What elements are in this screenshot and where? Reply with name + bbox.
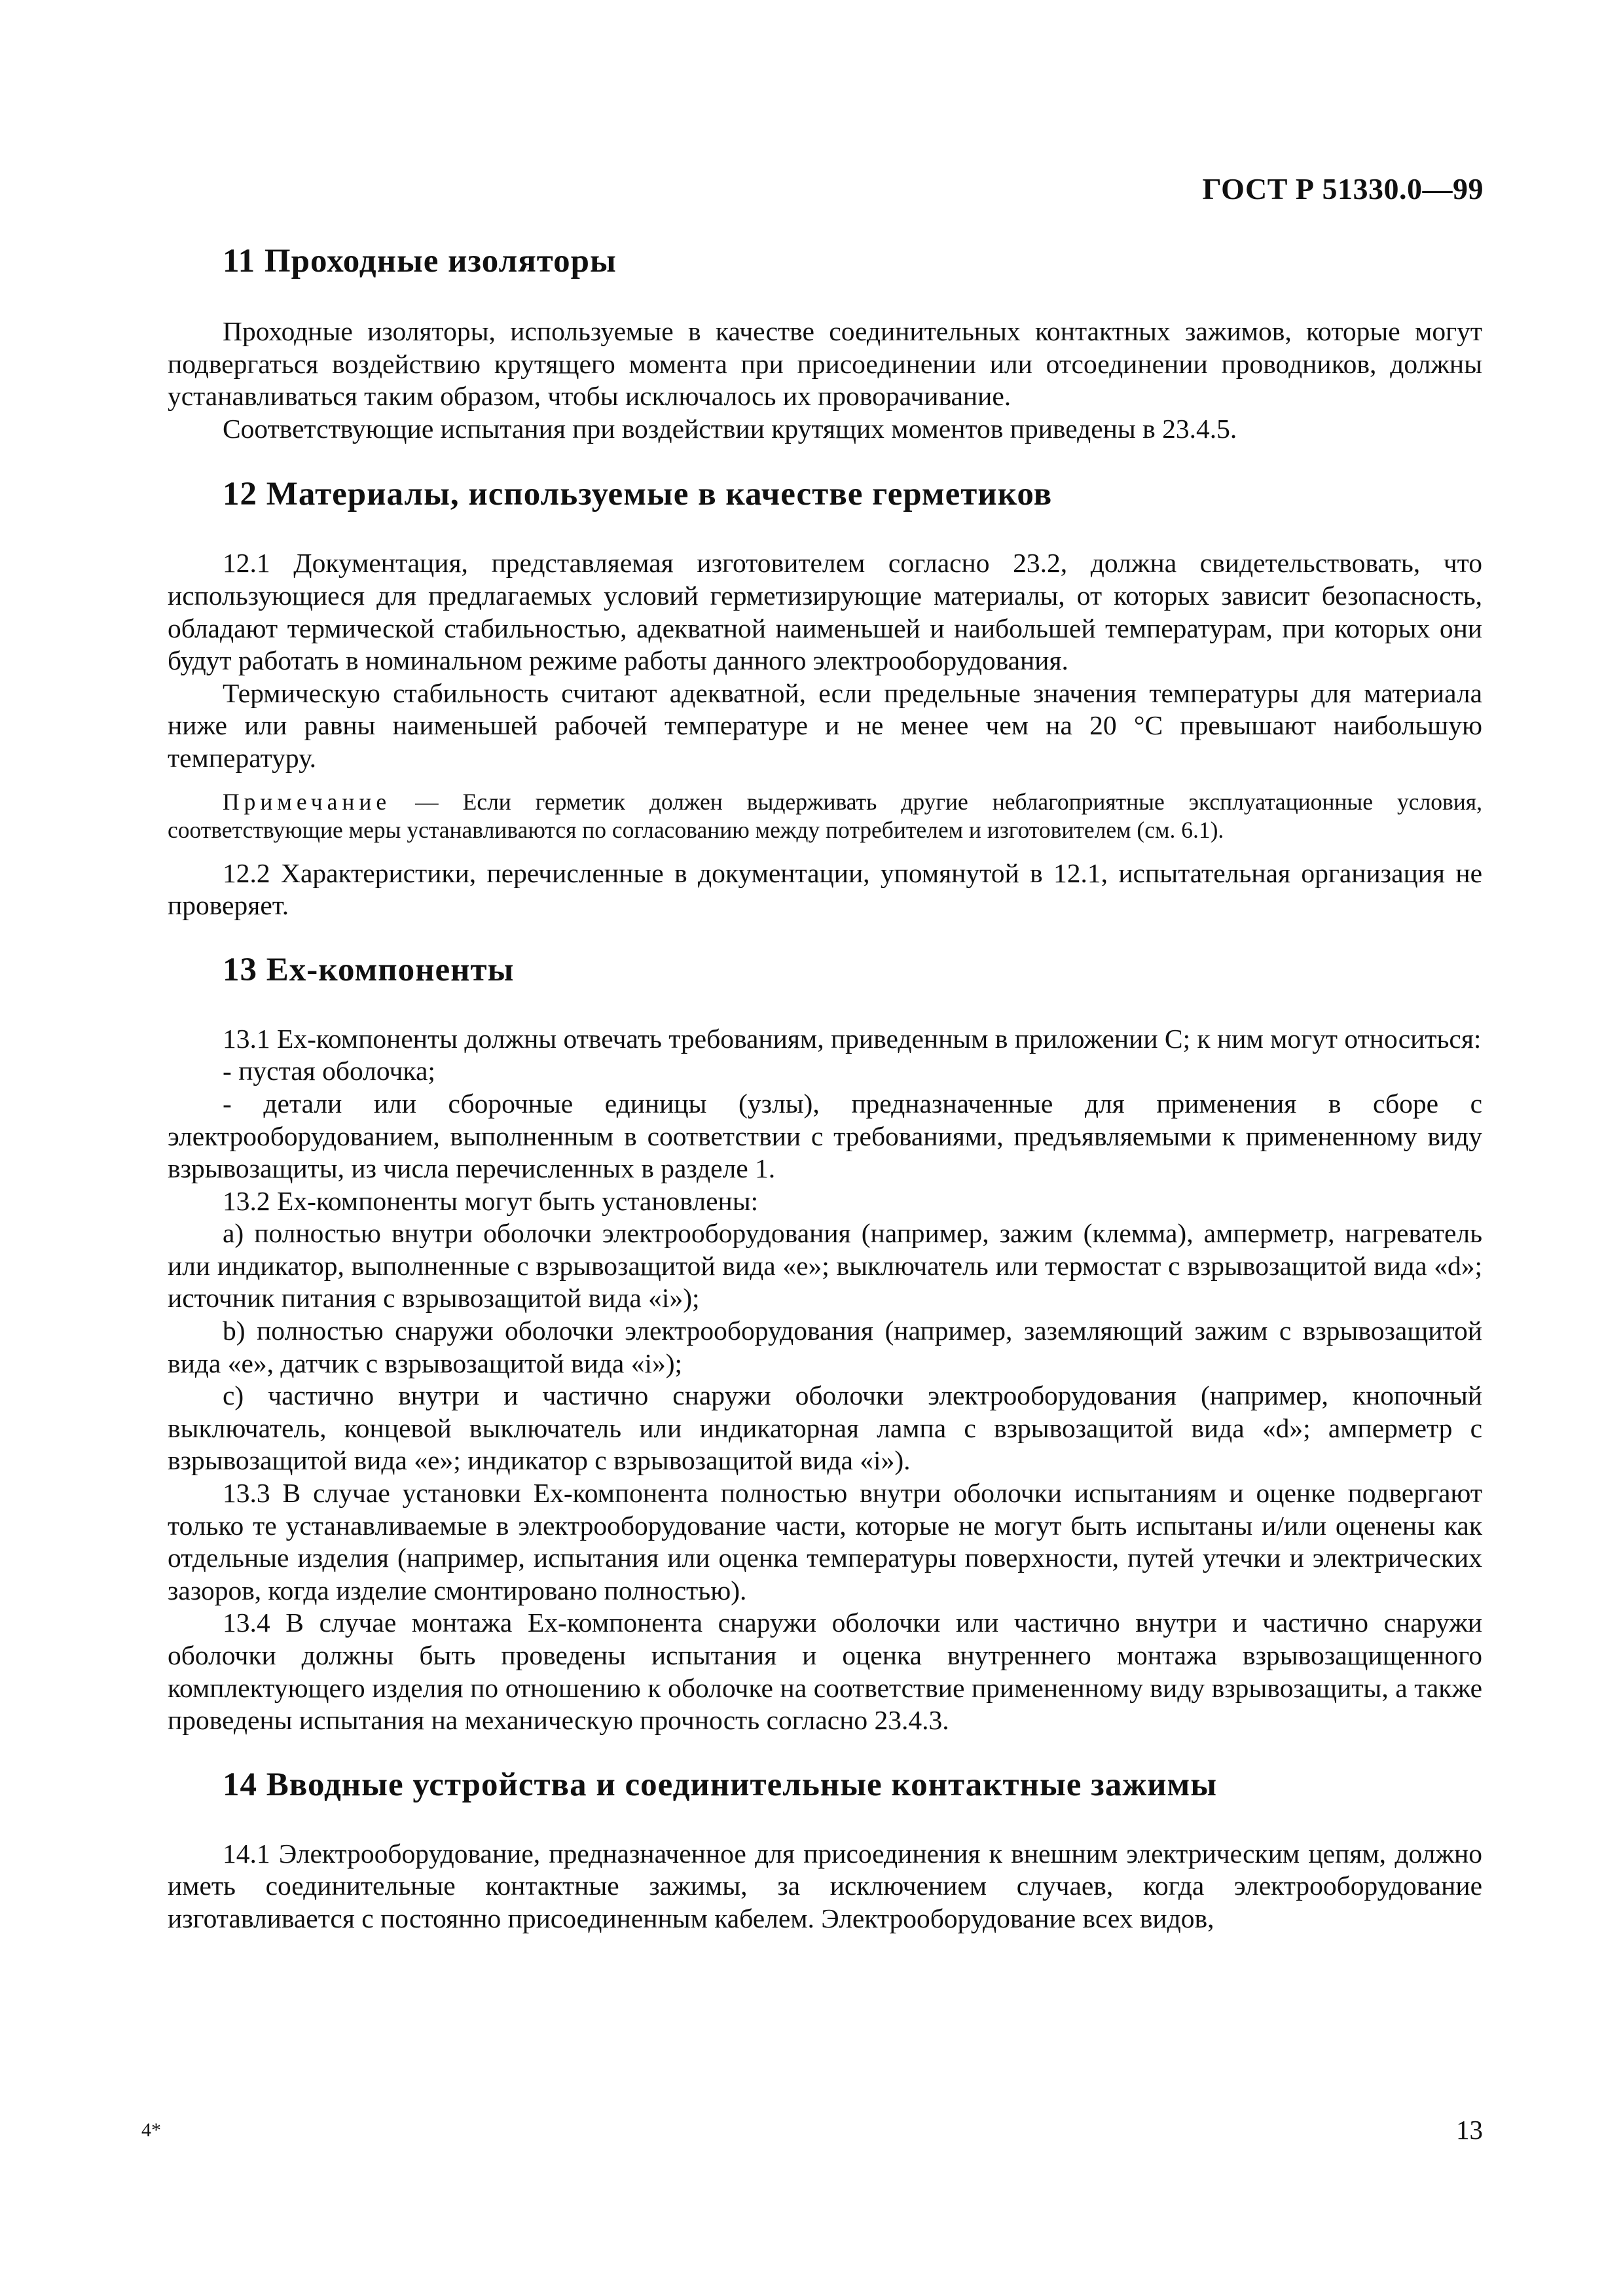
paragraph: 12.1 Документация, представляемая изготовителем согласно 23.2, должна свидетельствовать, что использующиеся для предлагаемых условий герметизирующие материалы, от которых зависит безопасность, обладают термической стабильностью, адекватной наименьшей и наибольшей температурам, при которых они будут работать в номинальном режиме работы данного электрооборудования. bbox=[168, 548, 1482, 676]
section-heading-12: 12 Материалы, используемые в качестве герметиков bbox=[223, 476, 1053, 513]
note bbox=[168, 788, 1482, 844]
page-content bbox=[168, 241, 1482, 1935]
paragraph: Термическую стабильность считают адекватной, если предельные значения температуры для материала ниже или равны наименьшей рабочей температуре и не менее чем на 20 °С превышают наибольшую температуру. bbox=[168, 677, 1482, 773]
paragraph: Соответствующие испытания при воздействии крутящих моментов приведены в 23.4.5. bbox=[223, 413, 1237, 444]
paragraph: 13.2 Ех-компоненты могут быть установлены: bbox=[223, 1185, 759, 1216]
note-text: — Если герметик должен выдерживать другие неблагоприятные эксплуатационные условия, соответствующие меры устанавливаются по согласованию между потребителем и изготовителем (см. 6.1). bbox=[168, 788, 1482, 843]
paragraph: 13.1 Ех-компоненты должны отвечать требованиям, приведенным в приложении С; к ним могут относиться: bbox=[223, 1023, 1482, 1054]
signature-mark: 4* bbox=[141, 2119, 161, 2141]
section-heading-14: 14 Вводные устройства и соединительные контактные зажимы bbox=[223, 1766, 1218, 1803]
document-code: ГОСТ Р 51330.0—99 bbox=[1202, 172, 1484, 206]
list-item: - детали или сборочные единицы (узлы), предназначенные для применения в сборе с электрооборудованием, выполненным в соответствии с требованиями, предъявляемыми к примененному виду взрывозащиты, из числа перечисленных в разделе 1. bbox=[168, 1088, 1482, 1184]
note-label: Примечание bbox=[223, 788, 392, 815]
page-number: 13 bbox=[1456, 2115, 1483, 2145]
section-heading-11: 11 Проходные изоляторы bbox=[223, 243, 617, 279]
paragraph: 13.3 В случае установки Ех-компонента полностью внутри оболочки испытаниям и оценке подвергают только те устанавливаемые в электрооборудование части, которые не могут быть испытаны и/или оценены как отдельные изделия (например, испытания или оценка температуры поверхности, путей утечки и электрических зазоров, когда изделие смонтировано полностью). bbox=[168, 1478, 1482, 1605]
paragraph: 13.4 В случае монтажа Ех-компонента снаружи оболочки или частично внутри и частично снаружи оболочки должны быть проведены испытания и оценка внутреннего монтажа взрывозащищенного комплектующего изделия по отношению к оболочке на соответствие примененному виду взрывозащиты, а также проведены испытания на механическую прочность согласно 23.4.3. bbox=[168, 1607, 1482, 1736]
paragraph: 12.2 Характеристики, перечисленные в документации, упомянутой в 12.1, испытательная организация не проверяет. bbox=[168, 857, 1482, 921]
paragraph: 14.1 Электрооборудование, предназначенное для присоединения к внешним электрическим цепям, должно иметь соединительные контактные зажимы, за исключением случаев, когда электрооборудование изготавливается с постоянно присоединенным кабелем. Электрооборудование всех видов, bbox=[168, 1838, 1482, 1933]
list-item: а) полностью внутри оболочки электрооборудования (например, зажим (клемма), амперметр, нагреватель или индикатор, выполненные с взрывозащитой вида «е»; выключатель или термостат с взрывозащитой вида «d»; источник питания с взрывозащитой вида «i»); bbox=[168, 1218, 1482, 1314]
list-item: b) полностью снаружи оболочки электрооборудования (например, заземляющий зажим с взрывозащитой вида «е», датчик с взрывозащитой вида «i»); bbox=[168, 1316, 1482, 1378]
paragraph: Проходные изоляторы, используемые в качестве соединительных контактных зажимов, которые могут подвергаться воздействию крутящего момента при присоединении или отсоединении проводников, должны устанавливаться таким образом, чтобы исключалось их проворачивание. bbox=[168, 316, 1482, 412]
list-item: - пустая оболочка; bbox=[223, 1056, 435, 1086]
list-item: с) частично внутри и частично снаружи оболочки электрооборудования (например, кнопочный выключатель, концевой выключатель или индикаторная лампа с взрывозащитой вида «d»; амперметр с взрывозащитой вида «е»; индикатор с взрывозащитой вида «i»). bbox=[168, 1380, 1482, 1476]
section-heading-13: 13 Ех-компоненты bbox=[223, 951, 515, 988]
